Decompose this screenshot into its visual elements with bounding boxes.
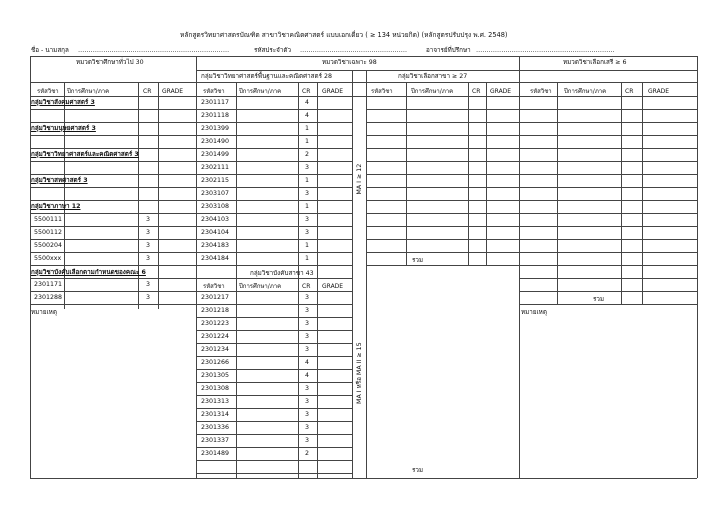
row-line — [519, 135, 697, 136]
core-course-code: 2301118 — [201, 112, 230, 119]
row-line — [366, 252, 519, 253]
column-divider — [196, 56, 197, 478]
core-course-credit: 4 — [305, 99, 310, 106]
free-col-divider — [642, 82, 643, 305]
core-col-divider — [236, 82, 237, 478]
row-line — [196, 473, 352, 474]
row-line — [366, 174, 519, 175]
core-course-credit: 2 — [305, 151, 310, 158]
major-course-credit: 3 — [305, 411, 310, 418]
row-line — [366, 96, 519, 97]
row-line — [30, 187, 196, 188]
row-line — [366, 161, 519, 162]
core-course-code: 2301490 — [201, 138, 230, 145]
row-line — [196, 174, 352, 175]
core-course-code: 2301499 — [201, 151, 230, 158]
core-course-code: 2304184 — [201, 255, 230, 262]
row-line — [30, 239, 196, 240]
group-language: กลุ่มวิชาภาษา 12 — [31, 203, 81, 210]
major-course-credit: 2 — [305, 450, 310, 457]
row-line — [30, 291, 196, 292]
elective-col-credit: CR — [472, 88, 481, 95]
major-course-credit: 3 — [305, 307, 310, 314]
row-line — [519, 96, 697, 97]
major-course-code: 2301218 — [201, 307, 230, 314]
column-divider — [366, 70, 367, 478]
major-course-code: 2301234 — [201, 346, 230, 353]
major-group-title: กลุ่มวิชาบังคับสาขา 43 — [250, 270, 314, 277]
row-line — [30, 109, 196, 110]
core-course-credit: 3 — [305, 164, 310, 171]
row-line — [519, 187, 697, 188]
major-course-code: 2301305 — [201, 372, 230, 379]
language-course-code: 5500204 — [34, 242, 63, 249]
language-course-code: 5500112 — [34, 229, 63, 236]
row-line — [196, 278, 352, 279]
core-course-code: 2304183 — [201, 242, 230, 249]
free-col-divider — [557, 82, 558, 305]
major-course-code: 2301224 — [201, 333, 230, 340]
free-col-grade: GRADE — [648, 88, 670, 95]
row-line — [196, 304, 352, 305]
frame-top — [30, 56, 697, 57]
major-course-credit: 3 — [305, 333, 310, 340]
row-line — [30, 161, 196, 162]
language-course-credit: 3 — [146, 255, 151, 262]
header-divider — [30, 82, 697, 83]
core-course-credit: 3 — [305, 216, 310, 223]
free-total: รวม — [593, 296, 605, 303]
core-course-code: 2304103 — [201, 216, 230, 223]
row-line — [366, 148, 519, 149]
row-line — [196, 96, 352, 97]
row-line — [30, 96, 196, 97]
major-course-code: 2301314 — [201, 411, 230, 418]
general-col-divider — [158, 82, 159, 309]
elective-total-1: รวม — [412, 257, 424, 264]
row-line — [196, 122, 352, 123]
language-course-code: 5500xxx — [34, 255, 62, 262]
row-line — [366, 239, 519, 240]
general-education-title: หมวดวิชาศึกษาทั่วไป 30 — [76, 59, 144, 66]
row-line — [30, 252, 196, 253]
row-line — [519, 213, 697, 214]
core-col-divider — [317, 82, 318, 478]
row-line — [30, 213, 196, 214]
row-line — [519, 278, 697, 279]
frame-right — [697, 56, 698, 478]
major-course-code: 2301308 — [201, 385, 230, 392]
general-col-code: รหัสวิชา — [37, 88, 59, 95]
row-line — [196, 239, 352, 240]
row-line — [196, 226, 352, 227]
major-col-code: รหัสวิชา — [203, 283, 225, 290]
row-line — [366, 135, 519, 136]
core-col-grade: GRADE — [322, 88, 344, 95]
core-course-credit: 1 — [305, 125, 310, 132]
major-col-credit: CR — [302, 283, 311, 290]
major-col-year: ปีการศึกษา/ภาค — [239, 283, 282, 290]
frame-left — [30, 56, 31, 478]
language-course-credit: 3 — [146, 242, 151, 249]
core-course-code: 2304104 — [201, 229, 230, 236]
row-line — [196, 213, 352, 214]
row-line — [366, 109, 519, 110]
general-col-credit: CR — [143, 88, 152, 95]
frame-bottom — [30, 478, 697, 479]
row-line — [30, 265, 196, 266]
major-course-credit: 4 — [305, 372, 310, 379]
row-line — [30, 226, 196, 227]
core-course-code: 2303108 — [201, 203, 230, 210]
row-line — [366, 122, 519, 123]
row-line — [196, 460, 352, 461]
ma1-requirement-label: MA I ≥ 12 — [355, 163, 363, 195]
free-col-divider — [621, 82, 622, 305]
column-divider — [519, 56, 520, 478]
row-line — [519, 161, 697, 162]
row-line — [519, 239, 697, 240]
row-line — [196, 369, 352, 370]
group-humanities: กลุ่มวิชามนุษยศาสตร์ 3 — [31, 125, 96, 132]
major-course-credit: 3 — [305, 424, 310, 431]
major-col-grade: GRADE — [322, 283, 344, 290]
row-line — [196, 200, 352, 201]
major-course-credit: 3 — [305, 385, 310, 392]
core-course-code: 2301399 — [201, 125, 230, 132]
major-course-credit: 3 — [305, 437, 310, 444]
major-course-code: 2301313 — [201, 398, 230, 405]
curriculum-title: หลักสูตรวิทยาศาสตรบัณฑิต สาขาวิชาคณิตศาสตร์ แบบเอกเดี่ยว ( ≥ 134 หน่วยกิต) (หลักสูตรปรับปรุง พ.ศ. 2548) — [180, 31, 508, 39]
general-col-year: ปีการศึกษา/ภาค — [67, 88, 110, 95]
general-remark: หมายเหตุ — [31, 309, 57, 316]
free-col-code: รหัสวิชา — [530, 88, 552, 95]
core-col-code: รหัสวิชา — [203, 88, 225, 95]
row-line — [30, 304, 196, 305]
student-id-label: รหัสประจำตัว — [254, 47, 291, 54]
major-course-credit: 3 — [305, 398, 310, 405]
row-line — [196, 135, 352, 136]
core-course-code: 2301117 — [201, 99, 230, 106]
row-line — [196, 317, 352, 318]
major-course-code: 2301266 — [201, 359, 230, 366]
free-col-credit: CR — [625, 88, 634, 95]
group-faculty-elective: กลุ่มวิชาบังคับเลือกตามกำหนดของคณะ 6 — [31, 269, 146, 276]
row-line — [196, 265, 352, 266]
row-line — [366, 187, 519, 188]
row-line — [196, 434, 352, 435]
advisor-field: ………………………………………………………… — [476, 47, 615, 54]
row-line — [366, 200, 519, 201]
core-course-credit: 1 — [305, 255, 310, 262]
row-line — [30, 278, 196, 279]
row-line — [196, 408, 352, 409]
core-course-credit: 3 — [305, 190, 310, 197]
major-course-code: 2301336 — [201, 424, 230, 431]
general-col-grade: GRADE — [162, 88, 184, 95]
row-line — [196, 187, 352, 188]
row-line — [196, 161, 352, 162]
row-line — [196, 291, 352, 292]
language-course-credit: 3 — [146, 216, 151, 223]
major-course-credit: 3 — [305, 346, 310, 353]
core-course-code: 2302111 — [201, 164, 230, 171]
row-line — [519, 174, 697, 175]
faculty-elective-credit: 3 — [146, 294, 151, 301]
name-field: ……………………………………………………………… — [78, 47, 230, 54]
row-line — [519, 122, 697, 123]
specific-subheader-line — [196, 70, 697, 71]
row-line — [196, 447, 352, 448]
core-course-credit: 1 — [305, 177, 310, 184]
group-social-science: กลุ่มวิชาสังคมศาสตร์ 3 — [31, 99, 95, 106]
row-line — [519, 304, 697, 305]
major-course-credit: 3 — [305, 294, 310, 301]
row-line — [519, 148, 697, 149]
name-label: ชื่อ - นามสกุล — [31, 47, 69, 54]
core-col-year: ปีการศึกษา/ภาค — [239, 88, 282, 95]
free-remark: หมายเหตุ — [521, 309, 547, 316]
row-line — [196, 330, 352, 331]
row-line — [519, 200, 697, 201]
row-line — [196, 343, 352, 344]
column-divider — [352, 70, 353, 478]
row-line — [30, 200, 196, 201]
row-line — [196, 421, 352, 422]
row-line — [519, 252, 697, 253]
free-col-year: ปีการศึกษา/ภาค — [564, 88, 607, 95]
ma1-ma2-requirement-label: MA I หรือ MA II ≥ 15 — [355, 342, 363, 404]
row-line — [30, 148, 196, 149]
row-line — [196, 356, 352, 357]
group-interdisciplinary: กลุ่มวิชาสหศาสตร์ 3 — [31, 177, 88, 184]
elective-col-code: รหัสวิชา — [371, 88, 393, 95]
major-elective-title: กลุ่มวิชาเลือกสาขา ≥ 27 — [398, 73, 468, 80]
row-line — [196, 395, 352, 396]
row-line — [196, 148, 352, 149]
major-course-code: 2301337 — [201, 437, 230, 444]
core-course-credit: 1 — [305, 203, 310, 210]
major-course-code: 2301489 — [201, 450, 230, 457]
major-course-code: 2301223 — [201, 320, 230, 327]
row-line — [519, 265, 697, 266]
row-line — [196, 109, 352, 110]
core-course-credit: 4 — [305, 112, 310, 119]
major-course-credit: 3 — [305, 320, 310, 327]
row-line — [366, 265, 519, 266]
core-col-divider — [298, 82, 299, 478]
elective-total-2: รวม — [412, 467, 424, 474]
major-course-code: 2301217 — [201, 294, 230, 301]
row-line — [366, 226, 519, 227]
student-id-field: …………………………………………… — [300, 47, 408, 54]
row-line — [30, 174, 196, 175]
row-line — [30, 135, 196, 136]
row-line — [519, 291, 697, 292]
advisor-label: อาจารย์ที่ปรึกษา — [426, 47, 471, 54]
core-course-code: 2302115 — [201, 177, 230, 184]
row-line — [519, 109, 697, 110]
free-elective-title: หมวดวิชาเลือกเสรี ≥ 6 — [563, 59, 627, 66]
row-line — [196, 252, 352, 253]
core-course-credit: 3 — [305, 229, 310, 236]
core-course-credit: 1 — [305, 138, 310, 145]
language-course-code: 5500111 — [34, 216, 63, 223]
core-group-title: กลุ่มวิชาวิทยาศาสตร์พื้นฐานและคณิตศาสตร์ 28 — [201, 73, 333, 80]
language-course-credit: 3 — [146, 229, 151, 236]
row-line — [366, 213, 519, 214]
faculty-elective-credit: 3 — [146, 281, 151, 288]
group-science-math: กลุ่มวิชาวิทยาศาสตร์และคณิตศาสตร์ 3 — [31, 151, 139, 158]
row-line — [30, 122, 196, 123]
core-course-credit: 1 — [305, 242, 310, 249]
elective-col-grade: GRADE — [490, 88, 512, 95]
row-line — [519, 226, 697, 227]
core-col-credit: CR — [302, 88, 311, 95]
row-line — [196, 382, 352, 383]
core-course-code: 2303107 — [201, 190, 230, 197]
elective-col-year: ปีการศึกษา/ภาค — [411, 88, 454, 95]
faculty-elective-code: 2301171 — [34, 281, 63, 288]
faculty-elective-code: 2301288 — [34, 294, 63, 301]
major-course-credit: 4 — [305, 359, 310, 366]
specific-title: หมวดวิชาเฉพาะ 98 — [322, 59, 377, 66]
